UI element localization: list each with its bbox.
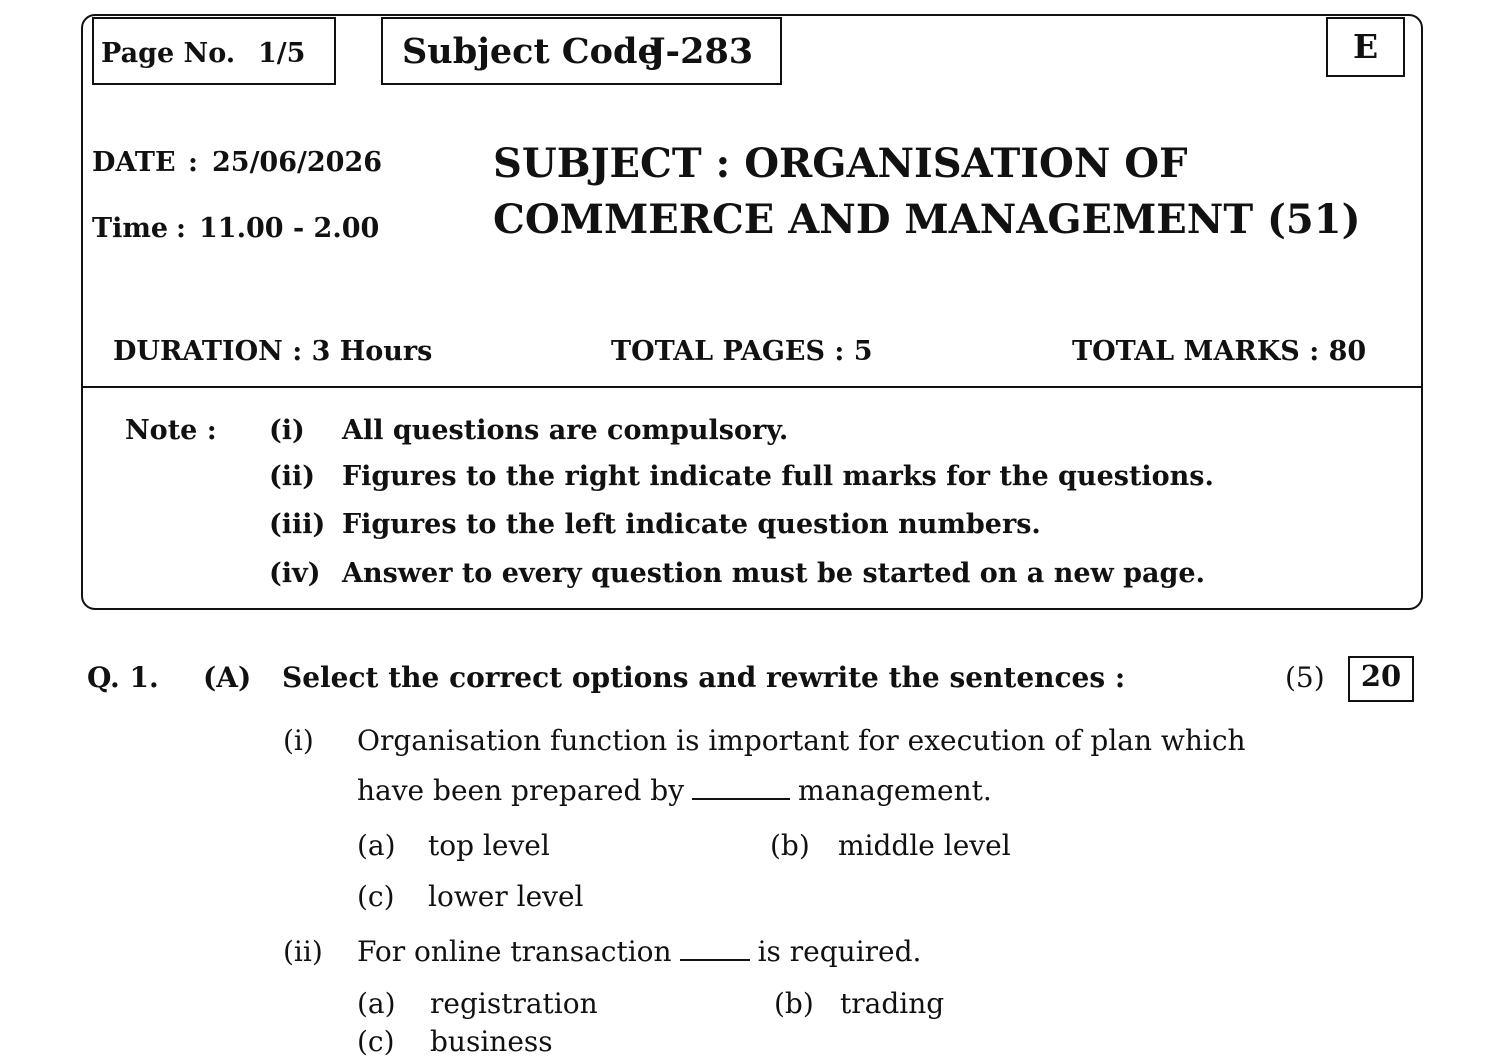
fill-in-blank [680, 959, 750, 961]
subject-code-label: Subject Code [402, 31, 660, 72]
option-text: top level [428, 829, 550, 862]
subquestion-text: is required. [757, 935, 922, 968]
set-letter: E [1353, 27, 1379, 66]
subquestion-text: have been prepared by [357, 774, 685, 807]
option-text: middle level [838, 829, 1011, 862]
option-text: lower level [428, 880, 584, 913]
note-number: (i) [269, 415, 305, 446]
option-text: business [430, 1025, 553, 1058]
page-number-label: Page No. [101, 38, 236, 69]
option-label: (a) [357, 829, 396, 862]
header-divider [83, 386, 1423, 388]
duration-value: 3 Hours [311, 336, 433, 367]
time-value: 11.00 - 2.00 [199, 213, 380, 244]
subject-code-value: J-283 [649, 31, 754, 72]
note-number: (ii) [269, 461, 316, 492]
subquestion-text: Organisation function is important for execution of plan which [357, 724, 1246, 757]
question-instruction: Select the correct options and rewrite the sentences : [282, 661, 1126, 694]
date-value: 25/06/2026 [212, 147, 383, 178]
duration-label: DURATION [113, 336, 283, 367]
question-total-marks: 20 [1360, 659, 1402, 693]
total-pages-label: TOTAL PAGES [611, 336, 825, 367]
subject-title-line2: COMMERCE AND MANAGEMENT (51) [493, 196, 1361, 243]
subject-title-line1: SUBJECT : ORGANISATION OF [493, 140, 1188, 187]
option-label: (c) [357, 1025, 395, 1058]
date-label: DATE [92, 147, 176, 178]
note-text: All questions are compulsory. [342, 415, 789, 446]
question-number: Q. 1. [87, 661, 159, 694]
note-text: Answer to every question must be started on a new page. [342, 558, 1205, 589]
time-label: Time [92, 213, 169, 244]
subquestion-text: management. [798, 774, 992, 807]
note-number: (iv) [269, 558, 321, 589]
option-label: (b) [774, 987, 814, 1020]
total-marks-value: 80 [1328, 336, 1367, 367]
note-label: Note : [125, 415, 217, 446]
page-number-value: 1/5 [258, 38, 306, 69]
option-label: (c) [357, 880, 395, 913]
subquestion-number: (ii) [283, 935, 323, 968]
note-number: (iii) [269, 509, 326, 540]
part-marks: (5) [1285, 661, 1325, 694]
fill-in-blank [692, 798, 790, 800]
subquestion-text: For online transaction [357, 935, 672, 968]
total-pages-value: 5 [853, 336, 873, 367]
total-marks-label: TOTAL MARKS [1072, 336, 1300, 367]
option-label: (b) [770, 829, 810, 862]
option-label: (a) [357, 987, 396, 1020]
subquestion-number: (i) [283, 724, 314, 757]
option-text: registration [430, 987, 598, 1020]
note-text: Figures to the right indicate full marks for the questions. [342, 461, 1214, 492]
question-part: (A) [203, 661, 252, 694]
note-text: Figures to the left indicate question numbers. [342, 509, 1041, 540]
option-text: trading [840, 987, 945, 1020]
